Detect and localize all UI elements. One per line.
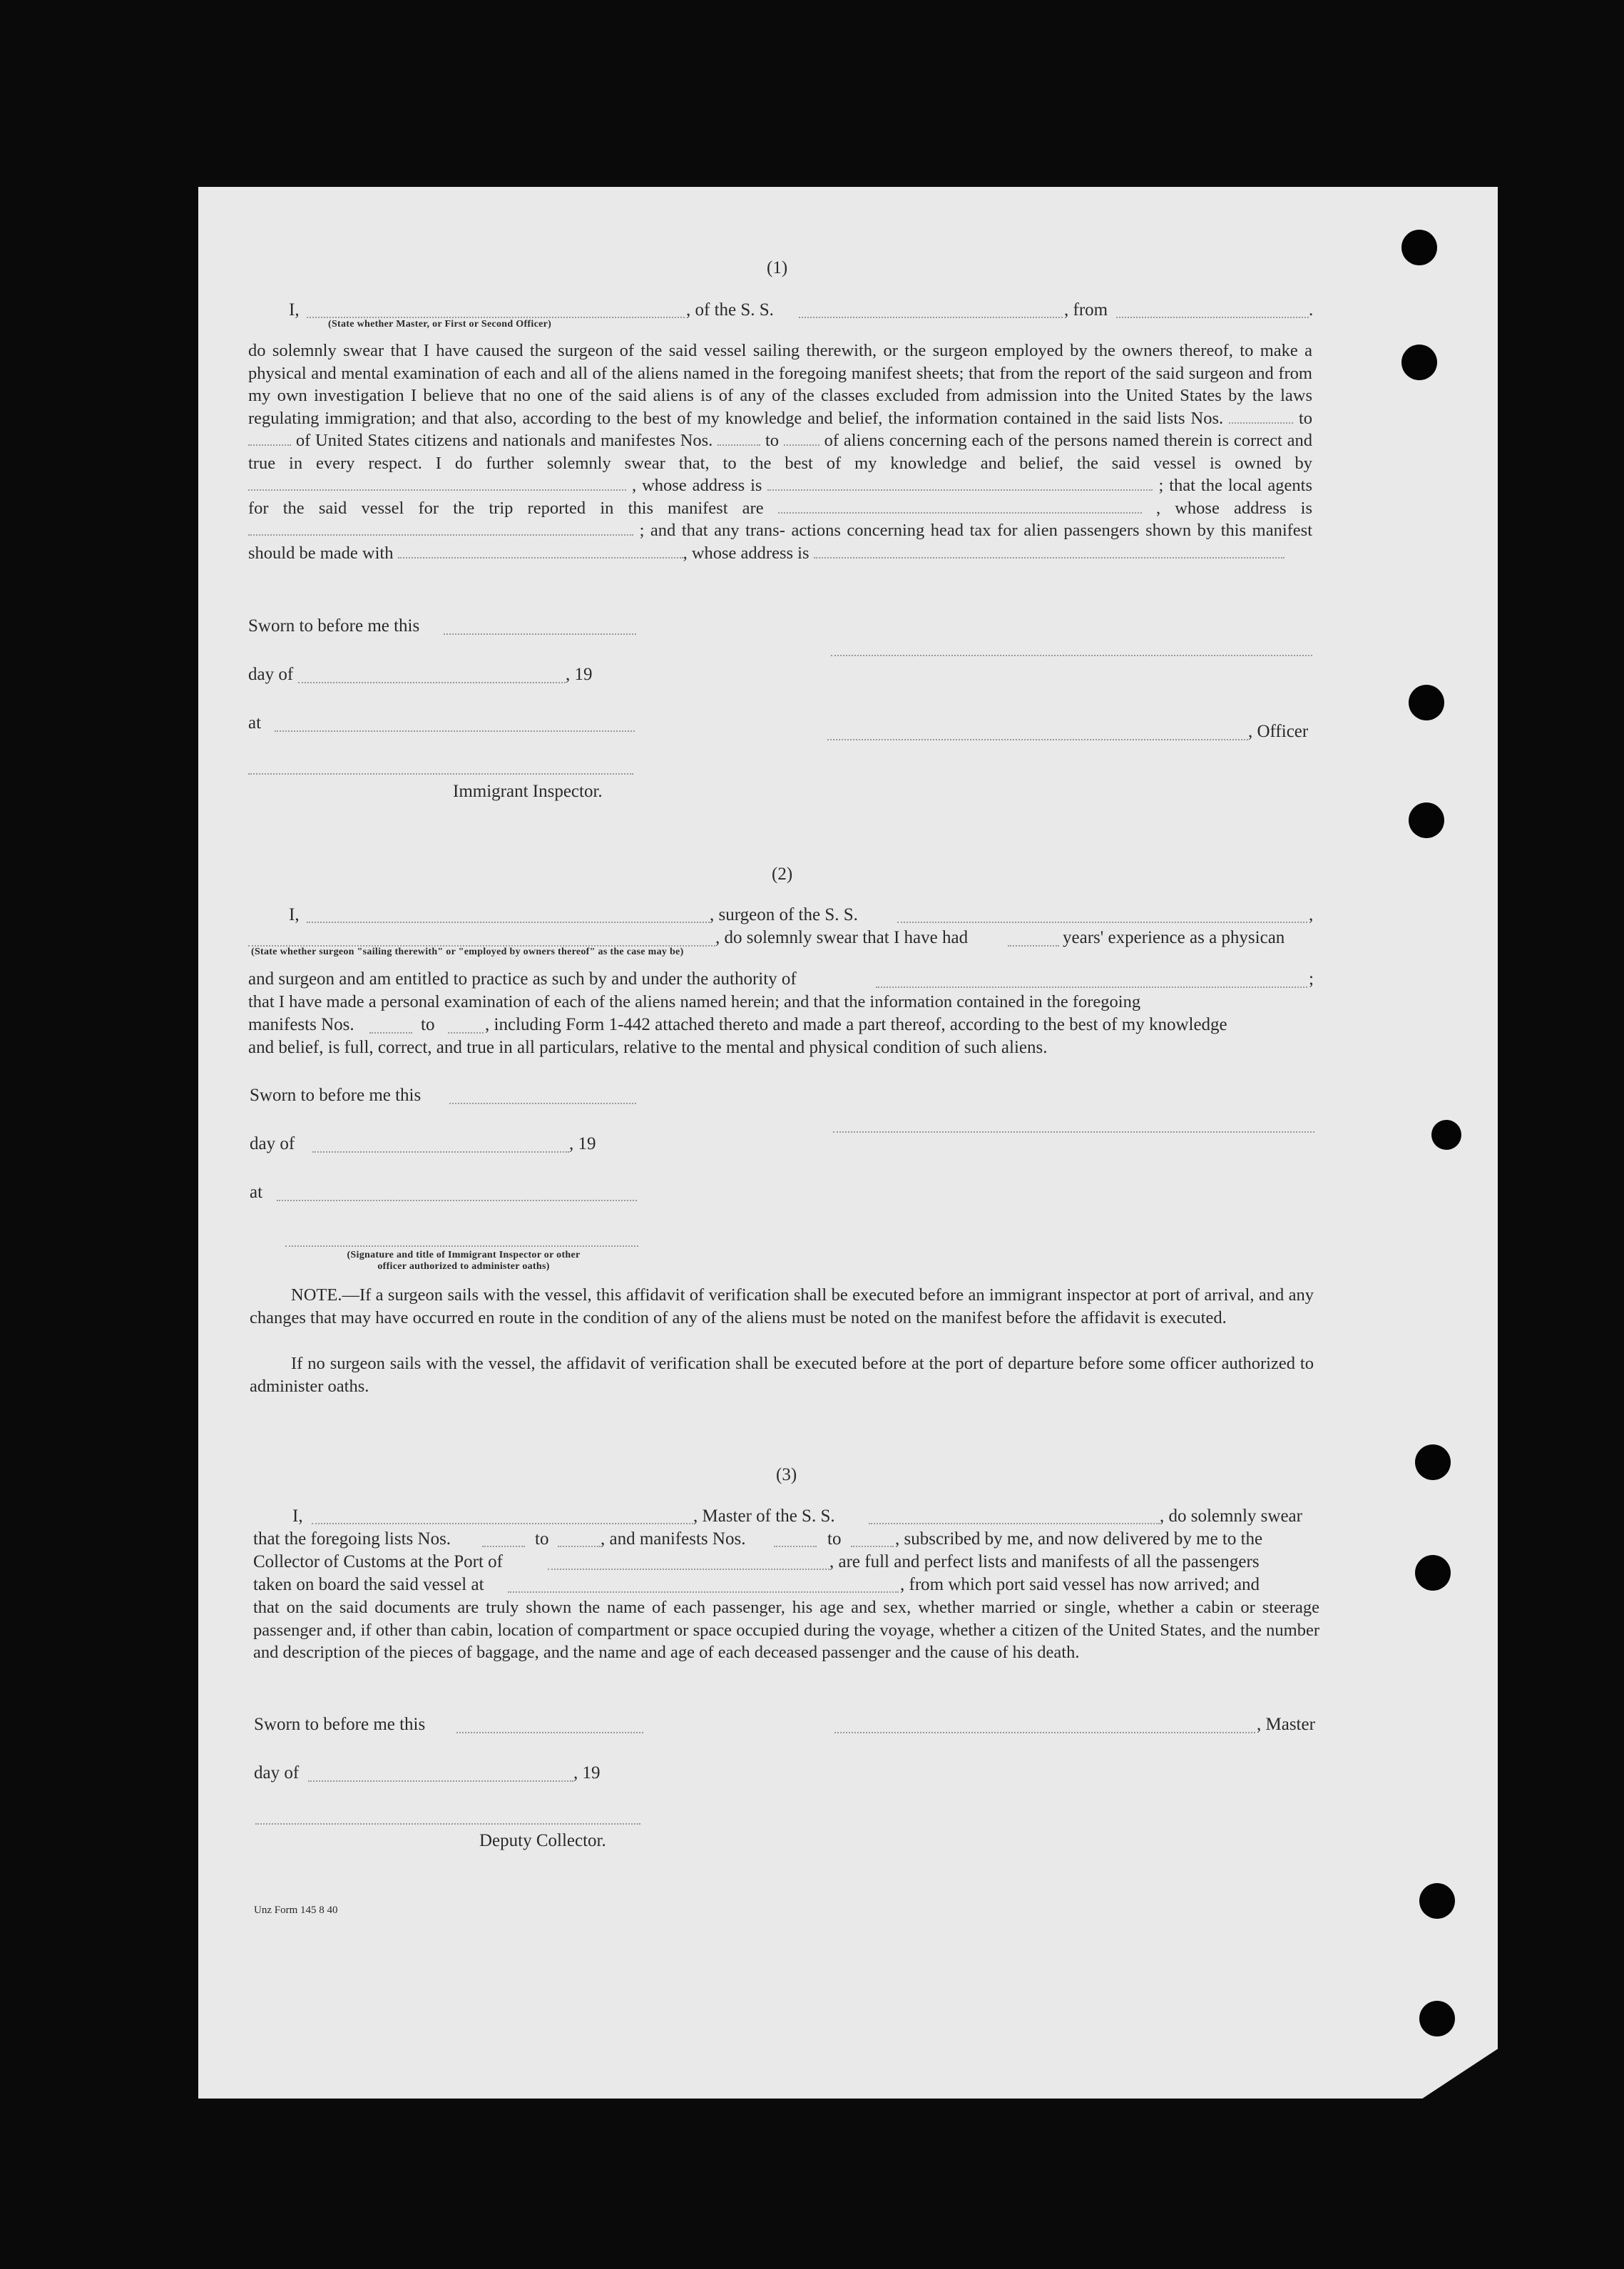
at-text: at xyxy=(248,713,262,733)
vessel-blank[interactable] xyxy=(799,317,1063,318)
body-text: whose address is xyxy=(691,543,810,563)
section1-of-ss: , of the S. S. xyxy=(686,300,774,320)
body-text: , whose address is xyxy=(631,476,762,495)
arrived-text: , from which port said vessel has now arrived; and xyxy=(900,1575,1260,1594)
lists-full-text: , are full and perfect lists and manifests of all the passengers xyxy=(829,1552,1260,1571)
binder-hole xyxy=(1419,2001,1455,2036)
collector-text: Collector of Customs at the Port of xyxy=(253,1552,503,1571)
to-text: to xyxy=(1298,408,1313,428)
section2-number: (2) xyxy=(772,865,793,884)
years-blank[interactable] xyxy=(1008,945,1059,947)
years-text: years' experience as a physican xyxy=(1063,928,1285,947)
sworn-text: Sworn to before me this xyxy=(250,1086,422,1105)
form-number: Unz Form 145 8 40 xyxy=(254,1905,338,1916)
body-text: do solemnly swear that I have caused the surgeon of the said vessel sailing therewith, or the surgeon employed by the owners thereof, to make a physical and mental examination of each and all of the aliens named in the foregoing manifest sheets; that from the report of the said surgeon and from my own investigation I believe that no one of the said aliens is of any of the classes excluded from admission into the United States by the laws regulating immigration; and that also, according to the best of my knowledge and belief, the information contained in the said lists Nos. xyxy=(248,341,1312,428)
year-text: , 19 xyxy=(573,1763,601,1783)
inspector-blank[interactable] xyxy=(248,773,633,775)
manifest-from-blank[interactable] xyxy=(369,1032,412,1034)
section3-number: (3) xyxy=(776,1465,797,1484)
inspector-signature-blank[interactable] xyxy=(285,1245,638,1247)
lists-to-blank[interactable] xyxy=(248,444,291,446)
manifest-to-blank[interactable] xyxy=(784,444,819,446)
departure-port-blank[interactable] xyxy=(508,1591,899,1593)
at-blank[interactable] xyxy=(275,730,635,732)
body2-text: , including Form 1-442 attached thereto and made a part thereof, according to the best of my knowledge xyxy=(485,1015,1227,1034)
manifests-text: manifests Nos. xyxy=(248,1015,354,1034)
day-of-blank[interactable] xyxy=(312,1151,569,1153)
to-text: to xyxy=(765,431,779,450)
day-of-blank[interactable] xyxy=(308,1780,573,1782)
to-text: to xyxy=(421,1015,435,1034)
binder-hole xyxy=(1415,1555,1451,1591)
comma: , xyxy=(1309,905,1314,924)
from-blank[interactable] xyxy=(1116,317,1309,318)
surgeon-signature-blank[interactable] xyxy=(833,1131,1314,1133)
section1-i: I, xyxy=(289,300,300,320)
agent-blank[interactable] xyxy=(778,512,1142,514)
section1-number: (1) xyxy=(767,258,788,277)
body-text: of United States citizens and nationals and manifestes Nos. xyxy=(295,431,713,450)
to-text: to xyxy=(827,1529,842,1549)
lists-from-blank[interactable] xyxy=(482,1546,525,1547)
note-2: If no surgeon sails with the vessel, the affidavit of verification shall be executed before at the port of departure before some officer authorized to administer oaths. xyxy=(250,1354,1314,1396)
body-text: actions concerning head tax for alien passengers shown by this manifest should be made with xyxy=(248,521,1313,563)
body3-text: and belief, is full, correct, and true in all particulars, relative to the mental and physical condition of such aliens. xyxy=(248,1038,1048,1057)
section1-end: . xyxy=(1309,300,1314,320)
solemnly-text: , do solemnly swear that I have had xyxy=(715,928,969,947)
deputy-text: Deputy Collector. xyxy=(479,1831,606,1850)
section1-from: , from xyxy=(1064,300,1108,320)
binder-hole xyxy=(1401,230,1437,265)
master-name-blank[interactable] xyxy=(312,1523,693,1524)
sig-caption-2: officer authorized to administer oaths) xyxy=(377,1261,550,1272)
surgeon-caption: (State whether surgeon "sailing therewith" or "employed by owners thereof" as the case may be) xyxy=(251,947,684,957)
state-caption: (State whether Master, or First or Second Officer) xyxy=(328,319,552,330)
sworn-day-blank[interactable] xyxy=(456,1732,643,1733)
name-blank[interactable] xyxy=(307,317,685,318)
officer-text: , Officer xyxy=(1248,722,1309,741)
manifests-from-blank[interactable] xyxy=(774,1546,817,1547)
master-vessel-blank[interactable] xyxy=(869,1523,1160,1524)
manifests-to-blank[interactable] xyxy=(851,1546,894,1547)
master-text: , Master of the S. S. xyxy=(693,1506,835,1526)
inspector-text: Immigrant Inspector. xyxy=(453,782,603,801)
year-text: , 19 xyxy=(566,665,593,684)
binder-hole xyxy=(1401,345,1437,380)
signature-blank[interactable] xyxy=(831,655,1312,656)
officer-blank[interactable] xyxy=(827,739,1248,740)
swear-text: , do solemnly swear xyxy=(1160,1506,1302,1526)
year-text: , 19 xyxy=(569,1134,596,1153)
subscribed-text: , subscribed by me, and now delivered by me to the xyxy=(895,1529,1263,1549)
binder-hole xyxy=(1419,1883,1455,1919)
deputy-blank[interactable] xyxy=(255,1823,640,1825)
lists-to-blank[interactable] xyxy=(558,1546,601,1547)
body-text: , xyxy=(683,543,688,563)
manifest-to-blank[interactable] xyxy=(448,1032,484,1034)
sworn-text: Sworn to before me this xyxy=(254,1715,426,1734)
body-text: , whose address is xyxy=(1155,498,1312,518)
manifests-text: , and manifests Nos. xyxy=(601,1529,746,1549)
sworn-text: Sworn to before me this xyxy=(248,616,420,636)
body-text: of aliens concerning each of the persons named therein is correct and true in every respect. I do further solemnly swear that, to the best of my knowledge and belief, the said vessel is owned by xyxy=(248,431,1313,473)
note-1: NOTE.—If a surgeon sails with the vessel, this affidavit of verification shall be executed before an immigrant inspector at port of arrival, and any changes that may have occurred en route in the condition of any of the aliens must be noted on the manifest before the affidavit is executed. xyxy=(250,1285,1314,1327)
master-signature-blank[interactable] xyxy=(834,1732,1255,1733)
section1-body xyxy=(248,340,1312,564)
to-text: to xyxy=(535,1529,549,1549)
head-tax-address-blank[interactable] xyxy=(814,557,1285,559)
binder-hole xyxy=(1409,802,1444,838)
port-blank[interactable] xyxy=(548,1569,829,1570)
section3-i: I, xyxy=(292,1506,303,1526)
auth-text: and surgeon and am entitled to practice as such by and under the authority of xyxy=(248,969,797,989)
owner-address-blank[interactable] xyxy=(767,489,1153,491)
sworn-day-blank[interactable] xyxy=(449,1103,636,1104)
head-tax-blank[interactable] xyxy=(398,557,683,559)
sig-caption-1: (Signature and title of Immigrant Inspector or other xyxy=(347,1250,581,1260)
section2-body1: that I have made a personal examination of each of the aliens named herein; and that the information contained in the foregoing xyxy=(248,992,1141,1011)
day-of-blank[interactable] xyxy=(298,682,566,683)
day-of-text: day of xyxy=(254,1763,300,1783)
surgeon-text: , surgeon of the S. S. xyxy=(710,905,858,924)
day-of-text: day of xyxy=(250,1134,295,1153)
surgeon-vessel-blank[interactable] xyxy=(897,922,1307,923)
section3-body: that on the said documents are truly shown the name of each passenger, his age and sex, whether married or single, whether a cabin or steerage passenger and, if other than cabin, location of compartment or space occupied during the voyage, whether a citizen of the United States, and the number and description of the pieces of baggage, and the name and age of each deceased passenger and the cause of his death. xyxy=(253,1598,1319,1662)
owner-blank[interactable] xyxy=(248,489,626,491)
lists-text: that the foregoing lists Nos. xyxy=(253,1529,451,1549)
at-blank[interactable] xyxy=(277,1200,637,1201)
master-sig-text: , Master xyxy=(1257,1715,1315,1734)
body-text: ; that the local agents for the said vessel for the trip reported in this manifest are xyxy=(248,476,1313,518)
sworn-day-blank[interactable] xyxy=(444,633,636,635)
surgeon-name-blank[interactable] xyxy=(307,922,710,923)
manifest-from-blank[interactable] xyxy=(717,444,760,446)
authority-blank[interactable] xyxy=(876,986,1307,988)
binder-hole xyxy=(1415,1444,1451,1480)
binder-hole xyxy=(1409,685,1444,720)
day-of-text: day of xyxy=(248,665,294,684)
semicolon: ; xyxy=(1309,969,1314,989)
section2-i: I, xyxy=(289,905,300,924)
at-text: at xyxy=(250,1183,263,1202)
body-text: ; and that any trans- xyxy=(639,521,785,540)
lists-from-blank[interactable] xyxy=(1229,422,1293,424)
taken-text: taken on board the said vessel at xyxy=(253,1575,484,1594)
agent-address-blank[interactable] xyxy=(248,534,633,536)
binder-hole xyxy=(1431,1120,1461,1150)
